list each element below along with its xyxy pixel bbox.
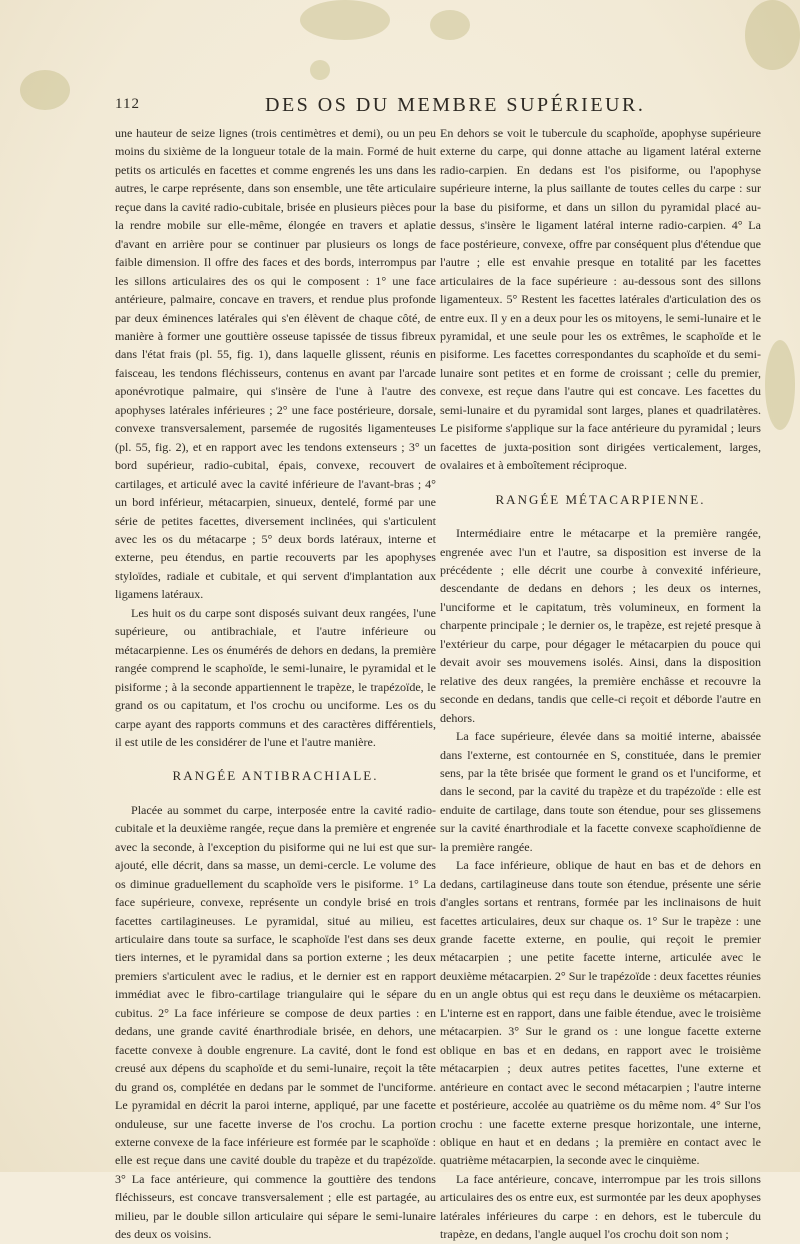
stain <box>765 340 795 430</box>
stain <box>430 10 470 40</box>
stain <box>20 70 70 110</box>
paragraph: La face antérieure, concave, interrompue par les trois sillons articulaires des os entre eux, est surmontée par les deux apophyses latérales inférieures du carpe : en dehors, est le tubercule du trapèze, en dedans, l'angle auquel l'os crochu doit son nom ; <box>440 1171 761 1242</box>
section-heading: RANGÉE MÉTACARPIENNE. <box>495 491 706 507</box>
running-title: DES OS DU MEMBRE SUPÉRIEUR. <box>265 94 646 116</box>
stain <box>300 0 390 40</box>
paragraph: La face supérieure, élevée dans sa moitié interne, abaissée dans l'externe, est contournée en S, constituée, dans le premier sens, par la tête brisée que forment le grand os et l'unciforme, et dans le second, par la cavité du trapèze et du trapézoïde : elle est enduite de cartilage, dans toute son étendue, pour ses glissemens sur la cavité énarthrodiale et la facette convexe scaphoïdienne de la première rangée. <box>440 729 761 854</box>
page-number: 112 <box>115 96 140 112</box>
stain <box>745 0 800 70</box>
paragraph: La face inférieure, oblique de haut en bas et de dehors en dedans, cartilagineuse dans toute son étendue, présente une série d'angles sortans et rentrans, formée par les inclinaisons de huit facettes articulaires, deux sur chaque os. 1° Sur le trapèze : une grande facette externe, en poulie, qui reçoit le premier métacarpien ; une petite facette interne, articulée avec le deuxième métacarpien. 2° Sur le trapézoïde : deux facettes réunies en un angle obtus qui est reçu dans le deuxième os métacarpien. L'interne est en rapport, dans une faible étendue, avec le troisième métacarpien. 3° Sur le grand os : une longue facette externe oblique en bas et en dedans, en rapport avec le troisième métacarpien ; deux autres petites facettes, l'une externe et antérieure en contact avec le second métacarpien ; l'autre interne et postérieure, accolée au quatrième os du même nom. 4° Sur l'os crochu : une facette externe presque horizontale, une interne, oblique en haut et en dedans ; la première en contact avec le quatrième métacarpien, la seconde avec le cinquième. <box>440 858 761 1168</box>
paragraph: une hauteur de seize lignes (trois centimètres et demi), ou un peu moins du sixième de la longueur totale de la main. Formé de huit petits os articulés en facettes et comme engrenés les uns dans les autres, le carpe représente, dans son ensemble, une tête articulaire reçue dans la cavité radio-cubitale, brisée en plusieurs pièces pour la rendre mobile sur elle-même, élongée en travers et aplatie d'avant en arrière pour se continuer par plusieurs os longs de faible dimension. Il offre des faces et des bords, interrompus par les sillons articulaires des os qui le composent : 1° une face antérieure, palmaire, concave en travers, et rendue plus profonde par deux éminences latérales qui s'en élèvent de chaque côté, de manière à former une gouttière osseuse tapissée de tissus fibreux dans l'état frais (pl. 55, fig. 1), dans laquelle glissent, réunis en faisceau, les tendons fléchisseurs, contenus en avant par l'arcade aponévrotique palmaire, qui s'insère de l'une à l'autre des apophyses latérales inférieures ; 2° une face postérieure, dorsale, convexe transversalement, parsemée de rugosités ligamenteuses (pl. 55, fig. 2), et en rapport avec les tendons extenseurs ; 3° un bord supérieur, radio-cubital, épais, convexe, recouvert de cartilages, et articulé avec la cavité inférieure de l'avant-bras ; 4° un bord inférieur, métacarpien, sinueux, dentelé, formé par une série de petites facettes, diversement inclinées, qui s'articulent avec les os du métacarpe ; 5° deux bords latéraux, interne et externe, peu étendus, en partie recouverts par les apophyses styloïdes, radiale et cubitale, et qui servent d'implantation aux ligamens latéraux. <box>115 126 436 602</box>
right-column <box>440 124 761 1244</box>
section-heading: RANGÉE ANTIBRACHIALE. <box>172 768 379 784</box>
paragraph: En dehors se voit le tubercule du scaphoïde, apophyse supérieure externe du carpe, qui donne attache au ligament latéral externe radio-carpien. En dedans est l'os pisiforme, ou l'apophyse supérieure interne, la plus saillante de toutes celles du carpe : sur la base du pisiforme, et dans un sillon du pyramidal placé au-dessus, s'insère le ligament latéral interne radio-carpien. 4° La face postérieure, convexe, offre par conséquent plus d'étendue que l'autre ; elle est envahie presque en totalité par les facettes articulaires de la face supérieure : au-dessous sont des sillons ligamenteux. 5° Restent les facettes latérales d'articulation des os entre eux. Il y en a deux pour les os mitoyens, le semi-lunaire et le pyramidal, et une seule pour les os extrêmes, le scaphoïde et le pisiforme. Les facettes correspondantes du scaphoïde et du semi-lunaire sont petites et en forme de croissant ; celle du premier, convexe, est reçue dans l'autre qui est concave. Les facettes du semi-lunaire et du pyramidal sont larges, planes et quadrilatères. Le pisiforme s'applique sur la face antérieure du pyramidal ; leurs facettes de juxta-position sont dirigées verticalement, larges, ovalaires et à emboîtement réciproque. <box>440 126 761 473</box>
stain <box>310 60 330 80</box>
paragraph: Intermédiaire entre le métacarpe et la première rangée, engrenée avec l'un et l'autre, sa disposition est inverse de la précédente ; elle décrit une courbe à convexité inférieure, descendante de dedans en dehors ; les deux os internes, l'unciforme et le capitatum, très volumineux, en forment la charpente principale ; le dernier os, le trapèze, est rejeté presque à l'extérieur du carpe, pour dégager le métacarpien du pouce qui devait avoir ses mouvemens isolés. Ainsi, dans la disposition relative des deux rangées, la première enchâsse et recouvre la seconde en dedans, tandis que celle-ci reçoit et déborde l'autre en dehors. <box>440 526 761 725</box>
paragraph: Placée au sommet du carpe, interposée entre la cavité radio-cubitale et la deuxième rangée, reçue dans la première et engrenée avec la seconde, à l'exception du pisiforme qui ne lui est que sur-ajouté, elle décrit, dans sa masse, un demi-cercle. Le volume des os diminue graduellement du scaphoïde vers le pisiforme. 1° La face supérieure, convexe, représente un condyle brisé en trois facettes cartilagineuses. Le pyramidal, situé au milieu, est articulaire dans toute sa surface, le scaphoïde l'est dans ses deux tiers internes, et le pyramidal dans sa portion externe ; les deux premiers s'articulent avec le radius, et le dernier est en rapport immédiat avec le fibro-cartilage triangulaire qui le sépare du cubitus. 2° La face inférieure se compose de deux parties : en dedans, une grande cavité énarthrodiale brisée, en dehors, une facette convexe à double engrenure. La cavité, dont le fond est creusé aux dépens du scaphoïde et du semi-lunaire, reçoit la tête du grand os, complétée en dedans par le sommet de l'unciforme. Le pyramidal en décrit la paroi interne, appliqué, par une facette onduleuse, sur une facette inverse de l'os crochu. La portion externe convexe de la face inférieure est formée par le scaphoïde : elle est reçue dans une cavité double du trapèze et du trapézoïde. 3° La face antérieure, qui commence la gouttière des tendons fléchisseurs, est concave transversalement ; elle est partagée, au milieu, par le double sillon articulaire qui sépare le semi-lunaire des deux os voisins. <box>115 802 436 1242</box>
paragraph: Les huit os du carpe sont disposés suivant deux rangées, l'une supérieure, ou antibrachiale, et l'autre inférieure ou métacarpienne. Les os énumérés de dehors en dedans, la première rangée comprend le scaphoïde, le semi-lunaire, le pyramidal et le pisiforme ; à la seconde appartiennent le trapèze, le trapézoïde, le grand os ou capitatum, et l'os crochu ou unciforme. Les os du carpe ayant des rapports communs et des caractères différentiels, il est utile de les considérer de l'une et l'autre manière. <box>115 605 436 749</box>
page-header <box>115 96 755 118</box>
left-column <box>115 124 436 1244</box>
